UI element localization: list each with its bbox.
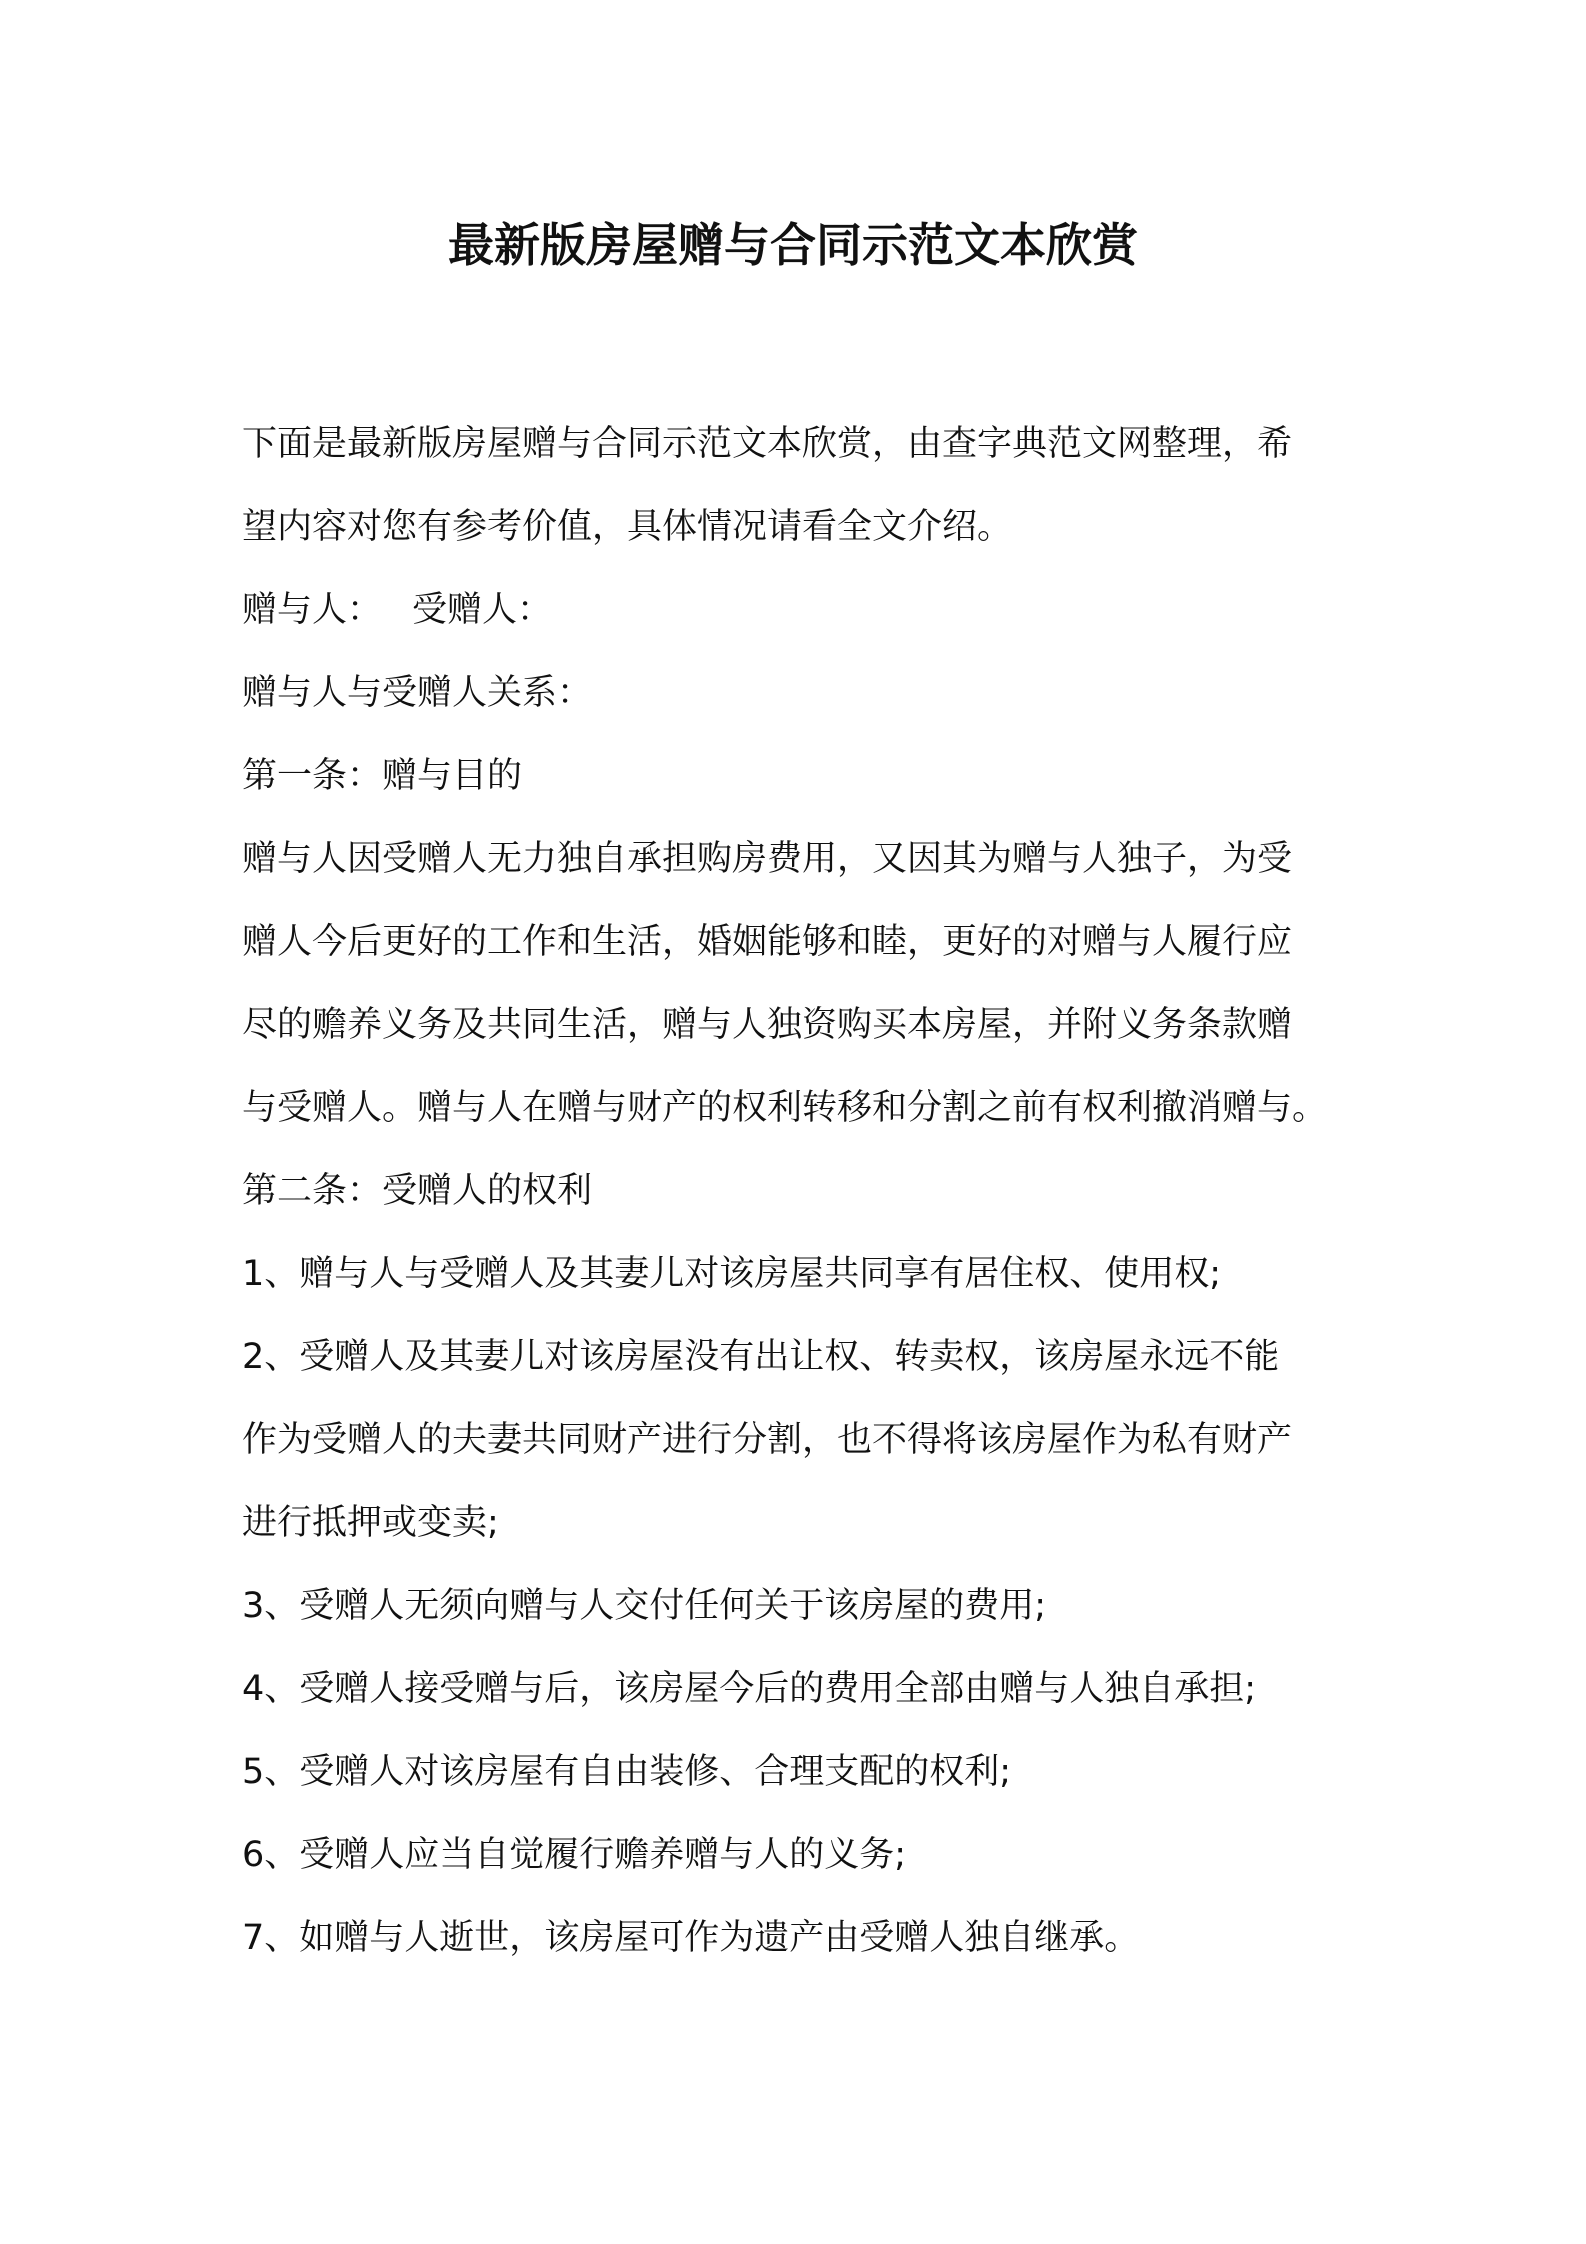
intro-line: 下面是最新版房屋赠与合同示范文本欣赏，由查字典范文网整理，希 (242, 424, 1293, 464)
article2-item: 7、如赠与人逝世，该房屋可作为遗产由受赠人独自继承。 (242, 1918, 1140, 1958)
article2-item: 5、受赠人对该房屋有自由装修、合理支配的权利; (242, 1752, 1012, 1792)
donor-label: 赠与人： (242, 590, 383, 630)
article2-item: 进行抵押或变卖; (242, 1503, 499, 1543)
article2-item: 3、受赠人无须向赠与人交付任何关于该房屋的费用; (242, 1586, 1047, 1626)
document-title: 最新版房屋赠与合同示范文本欣赏 (448, 218, 1138, 272)
relation-label: 赠与人与受赠人关系： (242, 673, 593, 713)
article2-item: 作为受赠人的夫妻共同财产进行分割，也不得将该房屋作为私有财产 (242, 1420, 1293, 1460)
article1-line: 赠与人因受赠人无力独自承担购房费用，又因其为赠与人独子，为受 (242, 839, 1293, 879)
parties-line (242, 569, 1377, 652)
article2-heading: 第二条：受赠人的权利 (242, 1171, 593, 1211)
donee-label: 受赠人： (412, 590, 553, 630)
article1-line: 尽的赡养义务及共同生活，赠与人独资购买本房屋，并附义务条款赠 (242, 1005, 1293, 1045)
article1-line: 赠人今后更好的工作和生活，婚姻能够和睦，更好的对赠与人履行应 (242, 922, 1293, 962)
article2-item: 1、赠与人与受赠人及其妻儿对该房屋共同享有居住权、使用权; (242, 1254, 1222, 1294)
document-body (242, 403, 1377, 1980)
article1-line: 与受赠人。赠与人在赠与财产的权利转移和分割之前有权利撤消赠与。 (242, 1088, 1328, 1128)
intro-line: 望内容对您有参考价值，具体情况请看全文介绍。 (242, 507, 1013, 547)
article2-item: 4、受赠人接受赠与后，该房屋今后的费用全部由赠与人独自承担; (242, 1669, 1257, 1709)
article2-item: 6、受赠人应当自觉履行赡养赠与人的义务; (242, 1835, 907, 1875)
article2-item: 2、受赠人及其妻儿对该房屋没有出让权、转卖权，该房屋永远不能 (242, 1337, 1280, 1377)
article1-heading: 第一条：赠与目的 (242, 756, 523, 796)
